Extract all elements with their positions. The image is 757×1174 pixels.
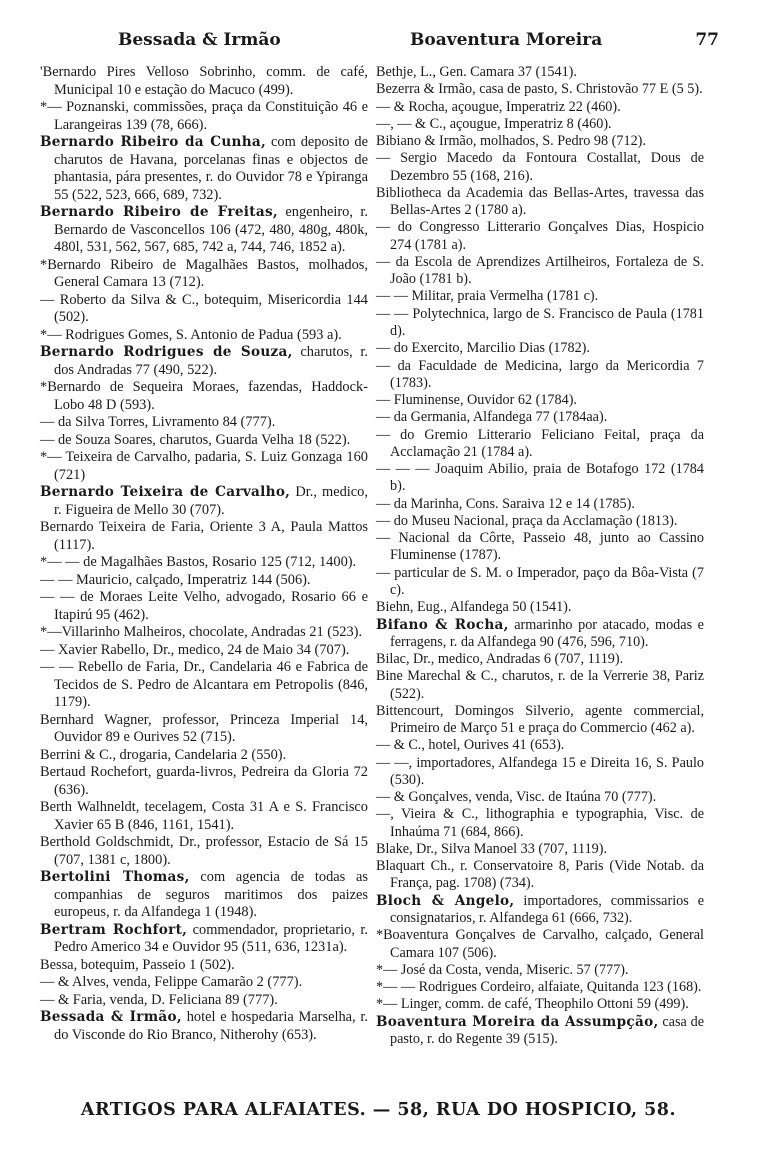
entry-name-bold: Bloch & Angelo, xyxy=(376,892,515,909)
directory-entry xyxy=(376,617,704,652)
entry-text: — do Gremio Litterario Feliciano Feital, praça da Acclamação 21 (1784 a). xyxy=(376,426,704,460)
entry-text: — da Germania, Alfandega 77 (1784aa). xyxy=(376,409,608,426)
directory-entry xyxy=(376,81,704,98)
entry-text: — da Silva Torres, Livramento 84 (777). xyxy=(40,414,276,430)
entry-text: Dr., medico, r. Figueira de Mello 30 (707). xyxy=(54,484,368,518)
directory-entry xyxy=(376,651,704,668)
entry-text: Bilac, Dr., medico, Andradas 6 (707, 1119). xyxy=(376,651,624,668)
entry-text: com deposito de charutos de Havana, porcelanas finas e objectos de phantasia, pára presentes, r. do Ouvidor 78 e Ypiranga 55 (522, 523, 666, 689, 732). xyxy=(54,134,368,203)
entry-text: — & C., hotel, Ourives 41 (653). xyxy=(376,737,565,754)
directory-entry xyxy=(376,254,704,289)
entry-text: *— Teixeira de Carvalho, padaria, S. Luiz Gonzaga 160 (721) xyxy=(40,449,368,483)
directory-entry xyxy=(376,565,704,600)
entry-text: *— — de Magalhães Bastos, Rosario 125 (712, 1400). xyxy=(40,554,357,570)
directory-entry xyxy=(40,992,368,1010)
directory-entry xyxy=(40,869,368,922)
directory-entry xyxy=(40,957,368,975)
entry-text: *— Linger, comm. de café, Theophilo Ottoni 59 (499). xyxy=(376,996,689,1013)
entry-text: — — Rebello de Faria, Dr., Candelaria 46 e Fabrica de Tecidos de S. Pedro de Alcantara em Petropolis (846, 1179). xyxy=(40,659,368,710)
entry-text: — da Faculdade de Medicina, largo da Mericordia 7 (1783). xyxy=(376,357,704,391)
entry-text: — & Faria, venda, D. Feliciana 89 (777). xyxy=(40,991,278,1008)
entry-text: Bibliotheca da Academia das Bellas-Artes, travessa das Bellas-Artes 2 (1780 a). xyxy=(376,184,704,219)
entry-text: — & Gonçalves, venda, Visc. de Itaúna 70 (777). xyxy=(376,789,657,806)
directory-entry xyxy=(40,747,368,765)
entry-text: Bethje, L., Gen. Camara 37 (1541). xyxy=(376,64,577,80)
entry-text: —, Vieira & C., lithographia e typographia, Visc. de Inhaúma 71 (684, 866). xyxy=(376,806,704,840)
entry-text: — — Militar, praia Vermelha (1781 c). xyxy=(376,288,599,305)
directory-entry xyxy=(376,64,704,81)
entry-text: — — de Moraes Leite Velho, advogado, Rosario 66 e Itapirú 95 (462). xyxy=(40,589,368,623)
directory-entry xyxy=(376,962,704,979)
directory-entry xyxy=(376,979,704,996)
directory-entry xyxy=(376,427,704,462)
directory-entry xyxy=(40,414,368,432)
directory-entry xyxy=(376,755,704,790)
entry-text: *— Rodrigues Gomes, S. Antonio de Padua (593 a). xyxy=(40,326,342,343)
entry-text: Blake, Dr., Silva Manoel 33 (707, 1119). xyxy=(376,840,608,857)
directory-entry xyxy=(376,530,704,565)
directory-entry xyxy=(376,409,704,426)
directory-entry xyxy=(376,288,704,305)
entry-text: — do Congresso Litterario Gonçalves Dias, Hospicio 274 (1781 a). xyxy=(376,219,704,253)
entry-name-bold: Bifano & Rocha, xyxy=(376,616,509,633)
directory-entry xyxy=(40,712,368,747)
entry-text: — & Rocha, açougue, Imperatriz 22 (460). xyxy=(376,98,621,115)
entry-text: Bine Marechal & C., charutos, r. de la Verrerie 38, Pariz (522). xyxy=(376,668,704,702)
directory-entry xyxy=(40,659,368,712)
directory-entry xyxy=(40,257,368,292)
entry-text: Bertaud Rochefort, guarda-livros, Pedreira da Gloria 72 (636). xyxy=(40,764,368,798)
entry-text: — — Mauricio, calçado, Imperatriz 144 (506). xyxy=(40,571,311,588)
entry-text: Berthold Goldschmidt, Dr., professor, Estacio de Sá 15 (707, 1381 c, 1800). xyxy=(40,834,368,868)
directory-entry xyxy=(40,589,368,624)
running-header xyxy=(38,30,719,56)
directory-entry xyxy=(376,219,704,254)
directory-entry xyxy=(40,554,368,572)
entry-name-bold: Bernardo Teixeira de Carvalho, xyxy=(40,484,291,500)
entry-text: — particular de S. M. o Imperador, paço da Bôa-Vista (7 c). xyxy=(376,564,704,598)
entry-text: — —, importadores, Alfandega 15 e Direita 16, S. Paulo (530). xyxy=(376,754,704,788)
entry-text: — Nacional da Côrte, Passeio 48, junto ao Cassino Fluminense (1787). xyxy=(376,530,704,564)
right-column xyxy=(376,64,704,1048)
directory-entry xyxy=(40,327,368,345)
directory-entry xyxy=(376,496,704,513)
directory-entry xyxy=(40,292,368,327)
directory-entry xyxy=(376,461,704,496)
entry-name-bold: Bertolini Thomas, xyxy=(40,869,190,885)
directory-entry xyxy=(376,185,704,220)
entry-text: *Boaventura Gonçalves de Carvalho, calçado, General Camara 107 (506). xyxy=(376,927,704,961)
directory-entry xyxy=(376,150,704,185)
directory-entry xyxy=(40,799,368,834)
header-left-guide-word: Bessada & Irmão xyxy=(118,30,281,50)
entry-text: Blaquart Ch., r. Conservatoire 8, Paris (Vide Notab. da França, pag. 1708) (734). xyxy=(376,858,704,892)
directory-entry xyxy=(40,642,368,660)
directory-entry xyxy=(376,789,704,806)
entry-text: *— Poznanski, commissões, praça da Constituição 46 e Larangeiras 139 (78, 666). xyxy=(40,99,368,133)
left-column xyxy=(40,64,368,1044)
entry-text: — — — Joaquim Abilio, praia de Botafogo 172 (1784 b). xyxy=(376,461,704,495)
directory-entry xyxy=(40,344,368,379)
entry-text: Biehn, Eug., Alfandega 50 (1541). xyxy=(376,599,572,616)
entry-text: commendador, proprietario, r. Pedro Americo 34 e Ouvidor 95 (511, 636, 1231a). xyxy=(54,921,368,955)
directory-entry xyxy=(376,340,704,357)
directory-entry xyxy=(40,624,368,642)
directory-entry xyxy=(40,974,368,992)
entry-text: — Roberto da Silva & C., botequim, Misericordia 144 (502). xyxy=(40,291,368,325)
directory-entry xyxy=(40,134,368,204)
entry-text: — do Exercito, Marcilio Dias (1782). xyxy=(376,340,590,357)
entry-text: — de Souza Soares, charutos, Guarda Velha 18 (522). xyxy=(40,431,351,448)
entry-name-bold: Bertram Rochfort, xyxy=(40,921,188,938)
entry-name-bold: Bessada & Irmão, xyxy=(40,1009,182,1025)
directory-entry xyxy=(376,737,704,754)
directory-entry xyxy=(376,703,704,738)
directory-entry xyxy=(40,922,368,957)
directory-entry xyxy=(376,806,704,841)
directory-entry xyxy=(376,133,704,150)
directory-entry xyxy=(376,927,704,962)
entry-text: Bernardo Teixeira de Faria, Oriente 3 A, Paula Mattos (1117). xyxy=(40,519,368,553)
directory-entry xyxy=(40,64,368,99)
entry-text: — — Polytechnica, largo de S. Francisco de Paula (1781 d). xyxy=(376,305,704,339)
directory-entry xyxy=(40,99,368,134)
directory-entry xyxy=(376,841,704,858)
directory-entry xyxy=(376,599,704,616)
directory-entry xyxy=(376,893,704,928)
directory-entry xyxy=(376,358,704,393)
entry-text: hotel e hospedaria Marselha, r. do Visconde do Rio Branco, Nitherohy (653). xyxy=(54,1009,368,1043)
entry-name-bold: Bernardo Rodrigues de Souza, xyxy=(40,344,293,360)
entry-text: — Xavier Rabello, Dr., medico, 24 de Maio 34 (707). xyxy=(40,641,350,658)
directory-entry xyxy=(376,858,704,893)
directory-entry xyxy=(376,99,704,116)
entry-text: — & Alves, venda, Felippe Camarão 2 (777). xyxy=(40,974,303,990)
entry-text: *— — Rodrigues Cordeiro, alfaiate, Quitanda 123 (168). xyxy=(376,979,702,996)
entry-text: com agencia de todas as companhias de seguros maritimos dos paizes europeus, r. da Alfandega 1 (1948). xyxy=(54,869,368,920)
directory-entry xyxy=(40,519,368,554)
directory-entry xyxy=(40,764,368,799)
directory-entry xyxy=(376,306,704,341)
entry-text: — Sergio Macedo da Fontoura Costallat, Dous de Dezembro 55 (168, 216). xyxy=(376,150,704,184)
directory-entry xyxy=(376,668,704,703)
entry-text: — do Museu Nacional, praça da Acclamação (1813). xyxy=(376,512,678,529)
entry-text: Berrini & C., drogaria, Candelaria 2 (550). xyxy=(40,746,287,763)
directory-entry xyxy=(40,379,368,414)
entry-text: Berth Walhneldt, tecelagem, Costa 31 A e S. Francisco Xavier 65 B (846, 1161, 1541). xyxy=(40,799,368,833)
entry-text: charutos, r. dos Andradas 77 (490, 522). xyxy=(54,344,368,378)
directory-entry xyxy=(40,834,368,869)
entry-text: importadores, commissarios e consignatarios, r. Alfandega 61 (666, 732). xyxy=(390,892,704,927)
directory-entry xyxy=(40,572,368,590)
directory-entry xyxy=(40,484,368,519)
entry-text: Bernhard Wagner, professor, Princeza Imperial 14, Ouvidor 89 e Ourives 52 (715). xyxy=(40,711,368,745)
page-number: 77 xyxy=(695,30,719,50)
entry-text: — da Marinha, Cons. Saraiva 12 e 14 (1785). xyxy=(376,495,635,512)
entry-name-bold: Boaventura Moreira da Assumpção, xyxy=(376,1013,659,1030)
entry-text: 'Bernardo Pires Velloso Sobrinho, comm. de café, Municipal 10 e estação do Macuco (499). xyxy=(40,64,368,98)
entry-text: —, — & C., açougue, Imperatriz 8 (460). xyxy=(376,115,612,132)
entry-text: casa de pasto, r. do Regente 39 (515). xyxy=(390,1013,704,1047)
entry-text: Bezerra & Irmão, casa de pasto, S. Christovão 77 E (5 5). xyxy=(376,81,703,98)
entry-text: — Fluminense, Ouvidor 62 (1784). xyxy=(376,392,577,409)
entry-text: *Bernardo de Sequeira Moraes, fazendas, Haddock-Lobo 48 D (593). xyxy=(40,379,368,413)
header-right-guide-word: Boaventura Moreira xyxy=(410,30,603,50)
directory-entry xyxy=(376,996,704,1013)
entry-name-bold: Bernardo Ribeiro de Freitas, xyxy=(40,204,278,220)
entry-text: Bittencourt, Domingos Silverio, agente commercial, Primeiro de Março 51 e praça do Commercio (462 a). xyxy=(376,702,704,737)
entry-text: — da Escola de Aprendizes Artilheiros, Fortaleza de S. João (1781 b). xyxy=(376,253,704,288)
directory-entry xyxy=(40,1009,368,1044)
directory-entry xyxy=(40,204,368,257)
directory-entry xyxy=(376,513,704,530)
entry-text: Bibiano & Irmão, molhados, S. Pedro 98 (712). xyxy=(376,133,646,150)
entry-text: *— José da Costa, venda, Miseric. 57 (777). xyxy=(376,961,629,978)
entry-text: *—Villarinho Malheiros, chocolate, Andradas 21 (523). xyxy=(40,624,363,640)
entry-text: armarinho por atacado, modas e ferragens, r. da Alfandega 90 (476, 596, 710). xyxy=(390,616,704,650)
directory-entry xyxy=(376,392,704,409)
footer-advertisement: ARTIGOS PARA ALFAIATES. — 58, RUA DO HOSPICIO, 58. xyxy=(80,1100,677,1120)
entry-name-bold: Bernardo Ribeiro da Cunha, xyxy=(40,134,267,150)
directory-entry xyxy=(376,1014,704,1049)
directory-entry xyxy=(40,449,368,484)
directory-entry xyxy=(40,432,368,450)
directory-entry xyxy=(376,116,704,133)
entry-text: engenheiro, r. Bernardo de Vasconcellos 106 (472, 480, 480g, 480k, 480l, 531, 562, 567, 685, 742 a, 744, 746, 1852 a). xyxy=(54,204,368,255)
entry-text: *Bernardo Ribeiro de Magalhães Bastos, molhados, General Camara 13 (712). xyxy=(40,256,368,290)
entry-text: Bessa, botequim, Passeio 1 (502). xyxy=(40,956,235,973)
